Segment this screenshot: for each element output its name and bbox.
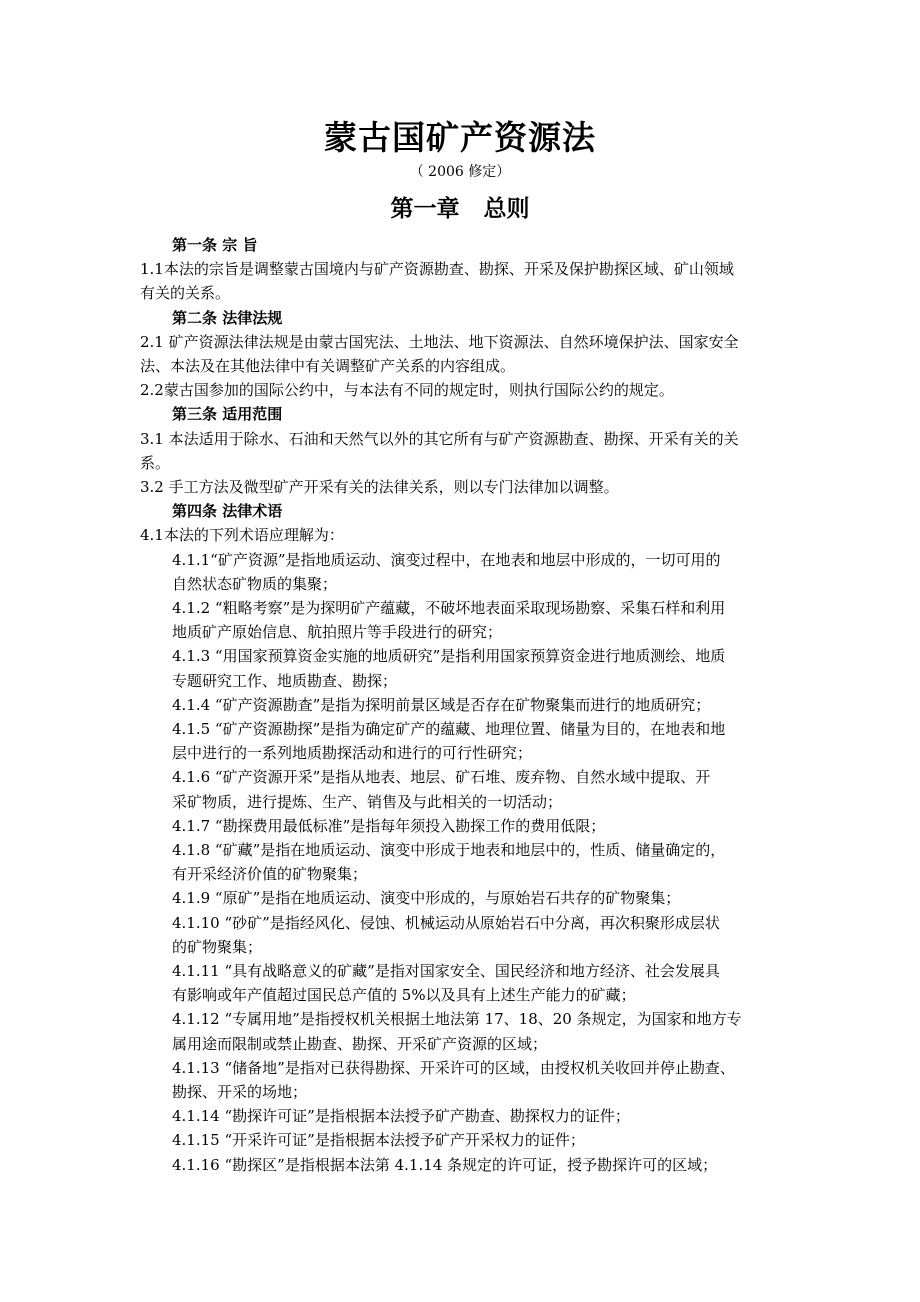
definition-line: 层中进行的一系列地质勘探活动和进行的可行性研究； (172, 744, 533, 763)
definition-line: 4.1.14 “勘探许可证”是指根据本法授予矿产勘查、勘探权力的证件； (172, 1107, 630, 1126)
definition-line: 4.1.8 “矿藏”是指在地质运动、演变中形成于地表和地层中的，性质、储量确定的， (172, 841, 726, 859)
definition-line: 专题研究工作、地质勘查、勘探； (172, 671, 398, 690)
definition-line: 4.1.1“矿产资源”是指地质运动、演变过程中，在地表和地层中形成的，一切可用的 (172, 550, 721, 569)
definition-line: 4.1.16 “勘探区”是指根据本法第 4.1.14 条规定的许可证，授予勘探许可的区域； (172, 1155, 718, 1174)
article-heading: 第四条 法律术语 (172, 502, 283, 521)
paragraph-line: 法、本法及在其他法律中有关调整矿产关系的内容组成。 (140, 357, 516, 375)
article-heading: 第一条 宗 旨 (172, 236, 258, 254)
definition-line: 4.1.11 “具有战略意义的矿藏”是指对国家安全、国民经济和地方经济、社会发展具 (172, 962, 720, 980)
chapter-name: 总则 (483, 195, 530, 222)
definition-line: 4.1.6 “矿产资源开采”是指从地表、地层、矿石堆、废弃物、自然水域中提取、开 (172, 768, 711, 787)
definition-line: 4.1.10 “砂矿”是指经风化、侵蚀、机械运动从原始岩石中分离，再次积聚形成层状 (172, 913, 720, 932)
paragraph-line: 3.1 本法适用于除水、石油和天然气以外的其它所有与矿产资源勘查、勘探、开采有关的关 (140, 429, 739, 448)
definition-line: 地质矿产原始信息、航拍照片等手段进行的研究； (172, 623, 503, 642)
definition-line: 4.1.2 “粗略考察”是为探明矿产蕴藏，不破坏地表面采取现场勘察、采集石样和利用 (172, 599, 726, 617)
definition-line: 4.1.7 “勘探费用最低标准”是指每年须投入勘探工作的费用低限； (172, 816, 606, 835)
definition-line: 4.1.12 “专属用地”是指授权机关根据土地法第 17、18、20 条规定，为国家和地方专 (172, 1010, 742, 1029)
definition-line: 4.1.5 “矿产资源勘探”是指为确定矿产的蕴藏、地理位置、储量为目的，在地表和地 (172, 720, 726, 738)
paragraph-line: 1.1本法的宗旨是调整蒙古国境内与矿产资源勘查、勘探、开采及保护勘探区域、矿山领域 (140, 260, 734, 279)
definition-line: 勘探、开采的场地； (172, 1083, 308, 1101)
definition-line: 的矿物聚集； (172, 937, 263, 956)
paragraph-line: 3.2 手工方法及微型矿产开采有关的法律关系，则以专门法律加以调整。 (140, 478, 619, 496)
chapter-heading (0, 190, 920, 223)
paragraph-line: 4.1本法的下列术语应理解为： (140, 526, 344, 545)
definition-line: 4.1.3 “用国家预算资金实施的地质研究”是指利用国家预算资金进行地质测绘、地质 (172, 647, 726, 666)
article-heading: 第三条 适用范围 (172, 405, 283, 424)
definition-line: 4.1.13 “储备地”是指对已获得勘探、开采许可的区域，由授权机关收回并停止勘查、 (172, 1058, 735, 1077)
paragraph-line: 有关的关系。 (140, 284, 231, 303)
definition-line: 有影响或年产值超过国民总产值的 5%以及具有上述生产能力的矿藏； (172, 986, 636, 1005)
definition-line: 有开采经济价值的矿物聚集； (172, 865, 368, 884)
definition-line: 属用途而限制或禁止勘查、勘探、开采矿产资源的区域； (172, 1034, 548, 1053)
article-heading: 第二条 法律法规 (172, 308, 283, 327)
chapter-number: 第一章 (390, 195, 460, 222)
paragraph-line: 2.2蒙古国参加的国际公约中，与本法有不同的规定时，则执行国际公约的规定。 (140, 381, 674, 400)
definition-line: 自然状态矿物质的集聚； (172, 574, 338, 593)
document-subtitle: （ 2006 修定） (409, 164, 511, 180)
document-title: 蒙古国矿产资源法 (324, 118, 596, 157)
definition-line: 4.1.9 “原矿”是指在地质运动、演变中形成的，与原始岩石共存的矿物聚集； (172, 889, 681, 908)
definition-line: 采矿物质，进行提炼、生产、销售及与此相关的一切活动； (172, 792, 563, 811)
paragraph-line: 系。 (140, 453, 171, 472)
definition-line: 4.1.4 “矿产资源勘查”是指为探明前景区域是否存在矿物聚集而进行的地质研究； (172, 695, 711, 714)
paragraph-line: 2.1 矿产资源法律法规是由蒙古国宪法、土地法、地下资源法、自然环境保护法、国家安全 (140, 332, 739, 351)
definition-line: 4.1.15 “开采许可证”是指根据本法授予矿产开采权力的证件； (172, 1131, 585, 1150)
